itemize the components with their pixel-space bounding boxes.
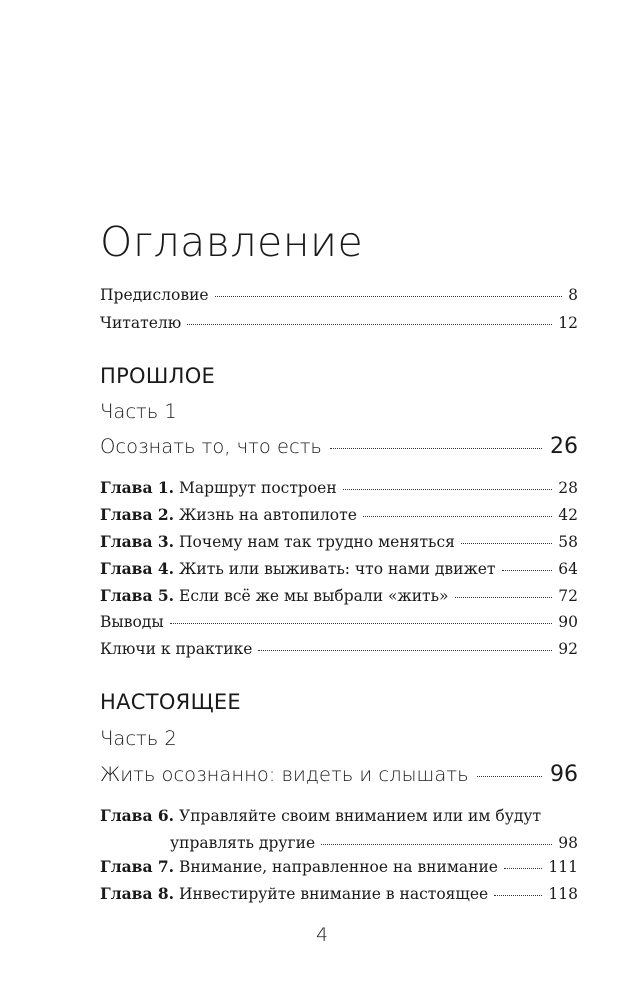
toc-entry-label: Маршрут построен: [179, 479, 337, 497]
part-title: Осознать то, что есть: [100, 435, 322, 458]
toc-entry-chapter-2: [100, 505, 578, 524]
toc-entry-page: 58: [558, 533, 578, 551]
toc-entry-label: Жизнь на автопилоте: [179, 506, 357, 524]
toc-entry-page: 90: [558, 613, 578, 631]
part-title-row: [100, 434, 578, 459]
toc-entry-page: 98: [558, 834, 578, 852]
toc-entry-to-reader: [100, 314, 578, 332]
dot-leader: [170, 623, 553, 624]
toc-entry-label-cont: управлять другие: [170, 834, 316, 852]
toc-entry-chapter-8: [100, 884, 578, 903]
toc-entry-label: Если всё же мы выбрали «жить»: [179, 587, 449, 605]
toc-entry-chapter-7: [100, 857, 578, 876]
dot-leader: [187, 324, 552, 325]
toc-entry-page: 12: [558, 314, 578, 332]
section-heading-past: ПРОШЛОЕ: [100, 364, 216, 388]
toc-entry-page: 118: [548, 885, 578, 903]
chapter-number: Глава 4.: [100, 559, 175, 578]
toc-entry-label: Управляйте своим вниманием или им будут: [179, 807, 542, 825]
toc-entry-conclusions: [100, 613, 578, 631]
dot-leader: [504, 868, 542, 869]
chapter-number: Глава 2.: [100, 505, 175, 524]
toc-entry-chapter-5: [100, 586, 578, 605]
dot-leader: [330, 448, 542, 449]
toc-entry-page: 72: [558, 587, 578, 605]
chapter-number: Глава 7.: [100, 857, 175, 876]
toc-entry-chapter-1: [100, 478, 578, 497]
part-page: 96: [550, 762, 578, 787]
toc-entry-label: Выводы: [100, 613, 164, 631]
toc-entry-chapter-3: [100, 532, 578, 551]
toc-entry-label: Жить или выживать: что нами движет: [179, 560, 496, 578]
toc-entry-chapter-4: [100, 559, 578, 578]
dot-leader: [502, 570, 553, 571]
toc-entry-label: Предисловие: [100, 286, 209, 304]
toc-entry-label: Почему нам так трудно меняться: [179, 533, 455, 551]
part-title-row: [100, 762, 578, 787]
chapter-number: Глава 3.: [100, 532, 175, 551]
toc-entry-label: Инвестируйте внимание в настоящее: [179, 885, 489, 903]
toc-entry-page: 42: [558, 506, 578, 524]
dot-leader: [215, 296, 563, 297]
part-page: 26: [550, 434, 578, 459]
toc-entry-page: 28: [558, 479, 578, 497]
chapter-number: Глава 8.: [100, 884, 175, 903]
toc-entry-chapter-6: [100, 802, 578, 857]
part-label: Часть 2: [100, 727, 177, 750]
toc-entry-label: Ключи к практике: [100, 640, 253, 658]
part-label: Часть 1: [100, 400, 177, 423]
toc-entry-page: 92: [558, 640, 578, 658]
dot-leader: [363, 516, 552, 517]
toc-entry-preface: [100, 286, 578, 304]
dot-leader: [258, 650, 552, 651]
dot-leader: [343, 489, 553, 490]
toc-entry-practice-keys: [100, 640, 578, 658]
chapter-number: Глава 6.: [100, 806, 175, 825]
dot-leader: [455, 597, 553, 598]
toc-entry-page: 8: [568, 286, 578, 304]
dot-leader: [494, 895, 542, 896]
dot-leader: [477, 776, 542, 777]
toc-entry-label: Читателю: [100, 314, 182, 332]
toc-entry-page: 111: [548, 858, 578, 876]
toc-entry-label: Внимание, направленное на внимание: [179, 858, 498, 876]
dot-leader: [461, 543, 552, 544]
dot-leader: [321, 844, 552, 845]
page-number: 4: [315, 924, 329, 946]
toc-entry-page: 64: [558, 560, 578, 578]
part-title: Жить осознанно: видеть и слышать: [100, 763, 469, 786]
page-title: Оглавление: [100, 218, 364, 266]
chapter-number: Глава 1.: [100, 478, 175, 497]
chapter-number: Глава 5.: [100, 586, 175, 605]
section-heading-present: НАСТОЯЩЕЕ: [100, 690, 241, 714]
